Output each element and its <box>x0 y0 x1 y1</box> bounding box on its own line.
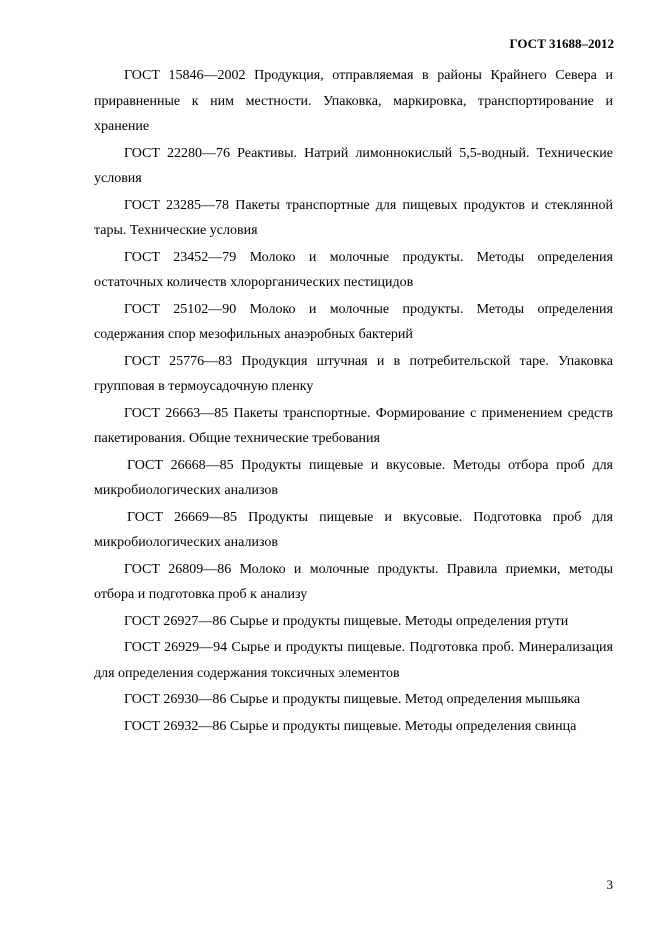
page-number: 3 <box>606 877 613 892</box>
standard-header: ГОСТ 31688–2012 <box>509 36 614 51</box>
reference-item: ГОСТ 15846—2002 Продукция, отправляемая в районы Крайнего Севера и приравненные к ним местности. Упаковка, маркировка, транспортирование и хранение <box>94 68 613 134</box>
reference-item: ГОСТ 23452—79 Молоко и молочные продукты. Методы определения остаточных количеств хлорорганических пестицидов <box>94 249 613 290</box>
reference-item: ГОСТ 26927—86 Сырье и продукты пищевые. Методы определения ртути <box>124 613 569 629</box>
reference-item: ГОСТ 26809—86 Молоко и молочные продукты. Правила приемки, методы отбора и подготовка проб к анализу <box>94 561 613 602</box>
normative-references-list <box>94 63 613 740</box>
reference-item: ГОСТ 26669—85 Продукты пищевые и вкусовые. Подготовка проб для микробиологических анализов <box>94 509 613 550</box>
reference-item: ГОСТ 22280—76 Реактивы. Натрий лимоннокислый 5,5-водный. Технические условия <box>94 145 613 186</box>
reference-item: ГОСТ 25776—83 Продукция штучная и в потребительской таре. Упаковка групповая в термоусадочную пленку <box>94 353 613 394</box>
reference-item: ГОСТ 23285—78 Пакеты транспортные для пищевых продуктов и стеклянной тары. Технические условия <box>94 197 613 238</box>
reference-item: ГОСТ 26929—94 Сырье и продукты пищевые. Подготовка проб. Минерализация для определения содержания токсичных элементов <box>94 640 613 681</box>
reference-item: ГОСТ 25102—90 Молоко и молочные продукты. Методы определения содержания спор мезофильных анаэробных бактерий <box>94 301 613 342</box>
reference-item: ГОСТ 26930—86 Сырье и продукты пищевые. Метод определения мышьяка <box>124 692 581 707</box>
reference-item: ГОСТ 26668—85 Продукты пищевые и вкусовые. Методы отбора проб для микробиологических анализов <box>94 457 613 498</box>
reference-item: ГОСТ 26932—86 Сырье и продукты пищевые. Методы определения свинца <box>124 718 577 734</box>
reference-item: ГОСТ 26663—85 Пакеты транспортные. Формирование с применением средств пакетирования. Общие технические требования <box>94 405 613 446</box>
